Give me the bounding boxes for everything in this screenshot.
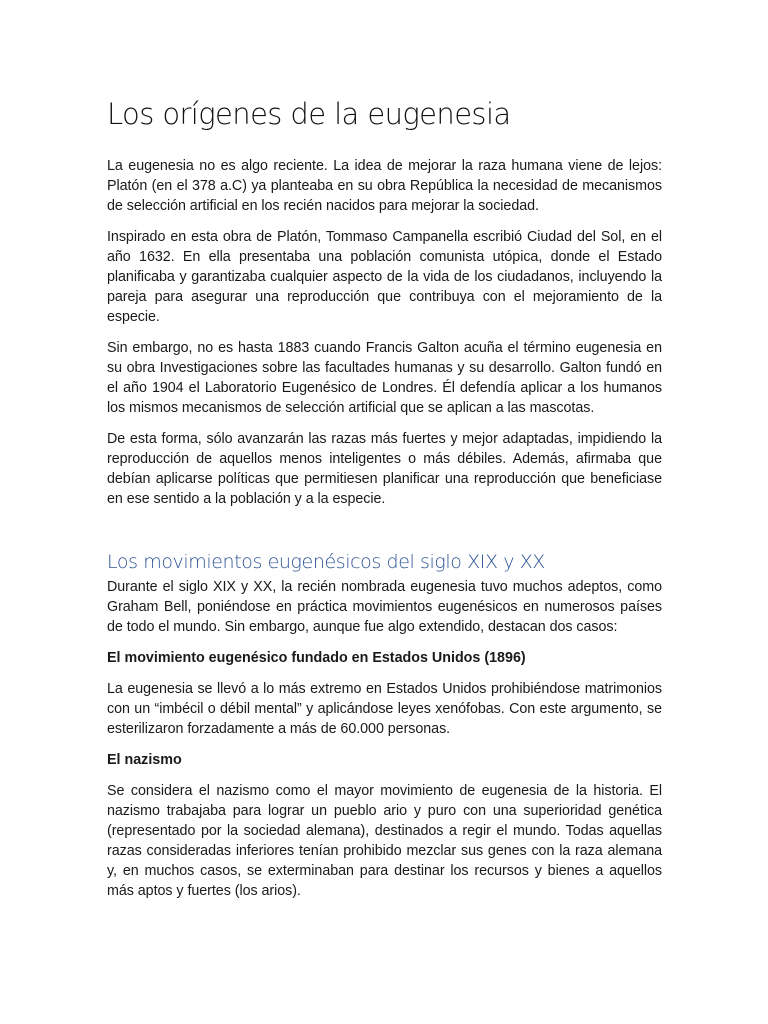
section-paragraph: Durante el siglo XIX y XX, la recién nombrada eugenesia tuvo muchos adeptos, como Graham Bell, poniéndose en práctica movimientos eugenésicos en numerosos países de todo el mundo. Sin embargo, aunque fue algo extendido, destacan dos casos: (107, 579, 662, 635)
document-page (107, 94, 662, 912)
intro-paragraph-1: La eugenesia no es algo reciente. La idea de mejorar la raza humana viene de lejos: Platón (en el 378 a.C) ya planteaba en su obra República la necesidad de mecanismos de selección artificial en los recién nacidos para mejorar la sociedad. (107, 158, 662, 214)
section-heading: Los movimientos eugenésicos del siglo XIX y XX (107, 551, 545, 573)
subsection-paragraph-usa: La eugenesia se llevó a lo más extremo en Estados Unidos prohibiéndose matrimonios con un “imbécil o débil mental” y aplicándose leyes xenófobas. Con este argumento, se esterilizaron forzadamente a más de 60.000 personas. (107, 681, 662, 737)
intro-paragraph-4: De esta forma, sólo avanzarán las razas más fuertes y mejor adaptadas, impidiendo la reproducción de aquellos menos inteligentes o más débiles. Además, afirmaba que debían aplicarse políticas que permitiesen planificar una reproducción que beneficiase en ese sentido a la población y a la especie. (107, 431, 662, 507)
intro-paragraph-3: Sin embargo, no es hasta 1883 cuando Francis Galton acuña el término eugenesia en su obra Investigaciones sobre las facultades humanas y su desarrollo. Galton fundó en el año 1904 el Laboratorio Eugenésico de Londres. Él defendía aplicar a los humanos los mismos mecanismos de selección artificial que se aplican a las mascotas. (107, 340, 662, 416)
intro-paragraph-2: Inspirado en esta obra de Platón, Tommaso Campanella escribió Ciudad del Sol, en el año 1632. En ella presentaba una población comunista utópica, donde el Estado planificaba y garantizaba cualquier aspecto de la vida de los ciudadanos, incluyendo la pareja para asegurar una reproducción que contribuya con el mejoramiento de la especie. (107, 229, 662, 325)
subsection-heading-nazismo: El nazismo (107, 752, 182, 768)
document-title: Los orígenes de la eugenesia (107, 97, 511, 131)
subsection-heading-usa: El movimiento eugenésico fundado en Estados Unidos (1896) (107, 650, 526, 666)
subsection-paragraph-nazismo: Se considera el nazismo como el mayor movimiento de eugenesia de la historia. El nazismo trabajaba para lograr un pueblo ario y puro con una superioridad genética (representado por la sociedad alemana), destinados a regir el mundo. Todas aquellas razas consideradas inferiores tenían prohibido mezclar sus genes con la raza alemana y, en muchos casos, se exterminaban para destinar los recursos y bienes a aquellos más aptos y fuertes (los arios). (107, 783, 662, 899)
